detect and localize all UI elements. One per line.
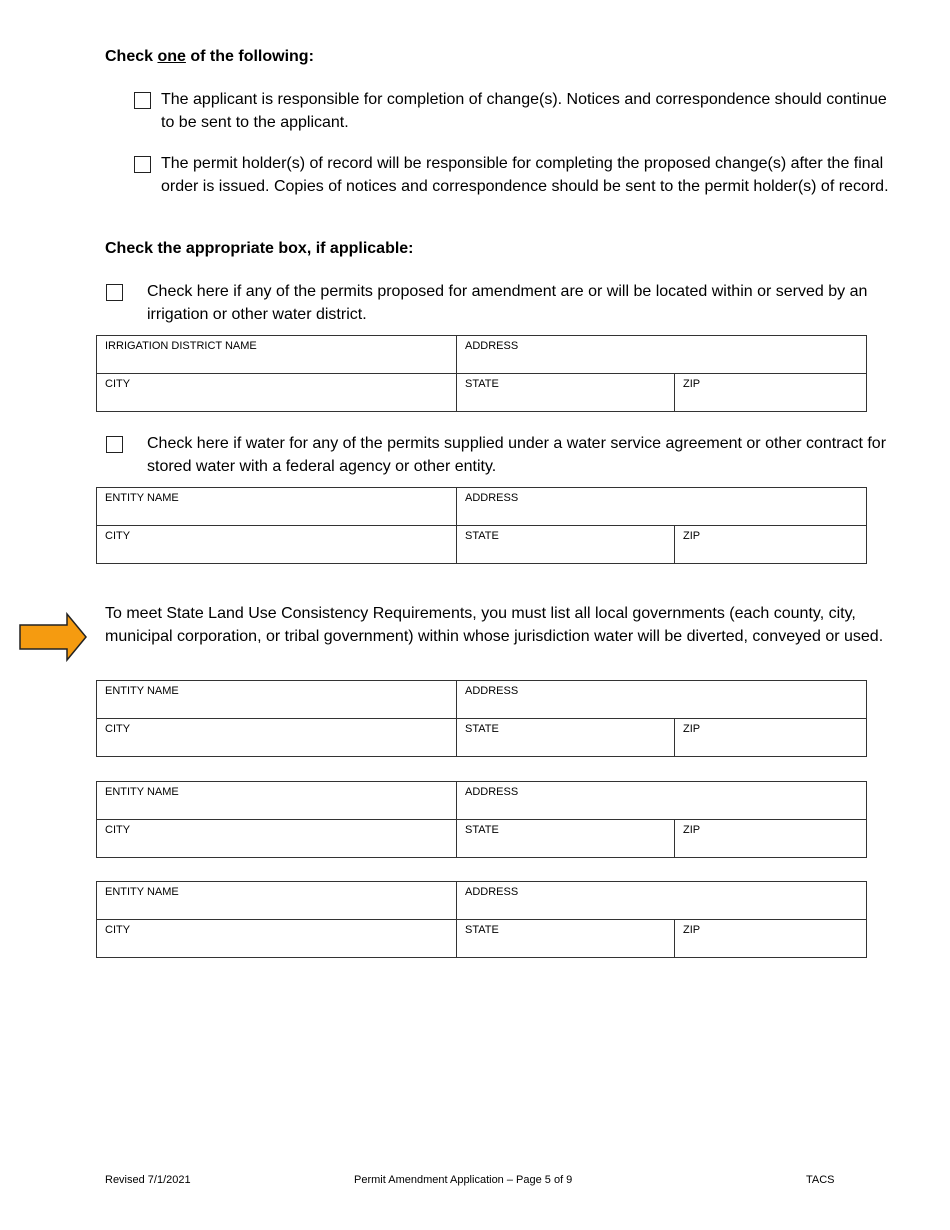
section-heading-check-one: Check one of the following: — [105, 48, 314, 65]
irrigation-district-label: Check here if any of the permits proposed for amendment are or will be located within or served by an irrigation or other water district. — [147, 283, 868, 323]
address-field[interactable] — [457, 336, 867, 374]
field-label: ENTITY NAME — [105, 492, 179, 504]
field-label: STATE — [465, 723, 499, 735]
water-service-agreement-checkbox[interactable] — [106, 436, 123, 453]
field-label: ADDRESS — [465, 340, 519, 352]
footer-page-title: Permit Amendment Application – Page 5 of 9 — [354, 1174, 573, 1186]
field-label: ZIP — [683, 378, 701, 390]
city-field[interactable] — [97, 920, 457, 958]
field-label: ADDRESS — [465, 786, 519, 798]
entity-name-field[interactable] — [97, 882, 457, 920]
field-label: ZIP — [683, 824, 701, 836]
field-label: ENTITY NAME — [105, 685, 179, 697]
city-field[interactable] — [97, 820, 457, 858]
entity-name-field[interactable] — [97, 488, 457, 526]
field-label: ZIP — [683, 530, 701, 542]
field-label: STATE — [465, 530, 499, 542]
footer-revised-date: Revised 7/1/2021 — [105, 1174, 191, 1186]
zip-field[interactable] — [675, 374, 867, 412]
entity-name-field[interactable] — [97, 681, 457, 719]
local-government-table-3 — [96, 881, 867, 958]
zip-field[interactable] — [675, 719, 867, 757]
field-label: STATE — [465, 378, 499, 390]
field-label: CITY — [105, 378, 131, 390]
permit-holder-responsible-label: The permit holder(s) of record will be responsible for completing the proposed change(s) after the final order is issued. Copies of notices and correspondence should be sent to the permit holder(s) of record. — [161, 155, 889, 195]
city-field[interactable] — [97, 719, 457, 757]
entity-name-field[interactable] — [97, 782, 457, 820]
state-field[interactable] — [457, 820, 675, 858]
field-label: ADDRESS — [465, 685, 519, 697]
irrigation-district-table — [96, 335, 867, 412]
field-label: STATE — [465, 924, 499, 936]
field-label: ZIP — [683, 924, 701, 936]
field-label: ENTITY NAME — [105, 786, 179, 798]
zip-field[interactable] — [675, 920, 867, 958]
field-label: CITY — [105, 723, 131, 735]
state-field[interactable] — [457, 374, 675, 412]
address-field[interactable] — [457, 882, 867, 920]
field-label: ENTITY NAME — [105, 886, 179, 898]
water-service-entity-table — [96, 487, 867, 564]
address-field[interactable] — [457, 681, 867, 719]
footer-code: TACS — [806, 1174, 835, 1186]
section-heading-appropriate-box: Check the appropriate box, if applicable: — [105, 240, 414, 257]
field-label: CITY — [105, 824, 131, 836]
field-label: CITY — [105, 530, 131, 542]
irrigation-district-checkbox[interactable] — [106, 284, 123, 301]
address-field[interactable] — [457, 488, 867, 526]
field-label: ZIP — [683, 723, 701, 735]
state-field[interactable] — [457, 526, 675, 564]
zip-field[interactable] — [675, 526, 867, 564]
field-label: IRRIGATION DISTRICT NAME — [105, 340, 257, 352]
applicant-responsible-checkbox[interactable] — [134, 92, 151, 109]
land-use-requirement-text: To meet State Land Use Consistency Requirements, you must list all local governments (each county, city, municipal corporation, or tribal government) within whose jurisdiction water will be diverted, conveyed or used. — [105, 605, 884, 645]
field-label: ADDRESS — [465, 886, 519, 898]
state-field[interactable] — [457, 719, 675, 757]
field-label: ADDRESS — [465, 492, 519, 504]
irrigation-district-name-field[interactable] — [97, 336, 457, 374]
field-label: STATE — [465, 824, 499, 836]
water-service-agreement-label: Check here if water for any of the permits supplied under a water service agreement or other contract for stored water with a federal agency or other entity. — [147, 435, 887, 475]
field-label: CITY — [105, 924, 131, 936]
address-field[interactable] — [457, 782, 867, 820]
city-field[interactable] — [97, 526, 457, 564]
state-field[interactable] — [457, 920, 675, 958]
local-government-table-1 — [96, 680, 867, 757]
permit-holder-responsible-checkbox[interactable] — [134, 156, 151, 173]
local-government-table-2 — [96, 781, 867, 858]
orange-arrow-icon — [18, 612, 88, 664]
applicant-responsible-label: The applicant is responsible for completion of change(s). Notices and correspondence should continue to be sent to the applicant. — [161, 91, 887, 131]
city-field[interactable] — [97, 374, 457, 412]
zip-field[interactable] — [675, 820, 867, 858]
